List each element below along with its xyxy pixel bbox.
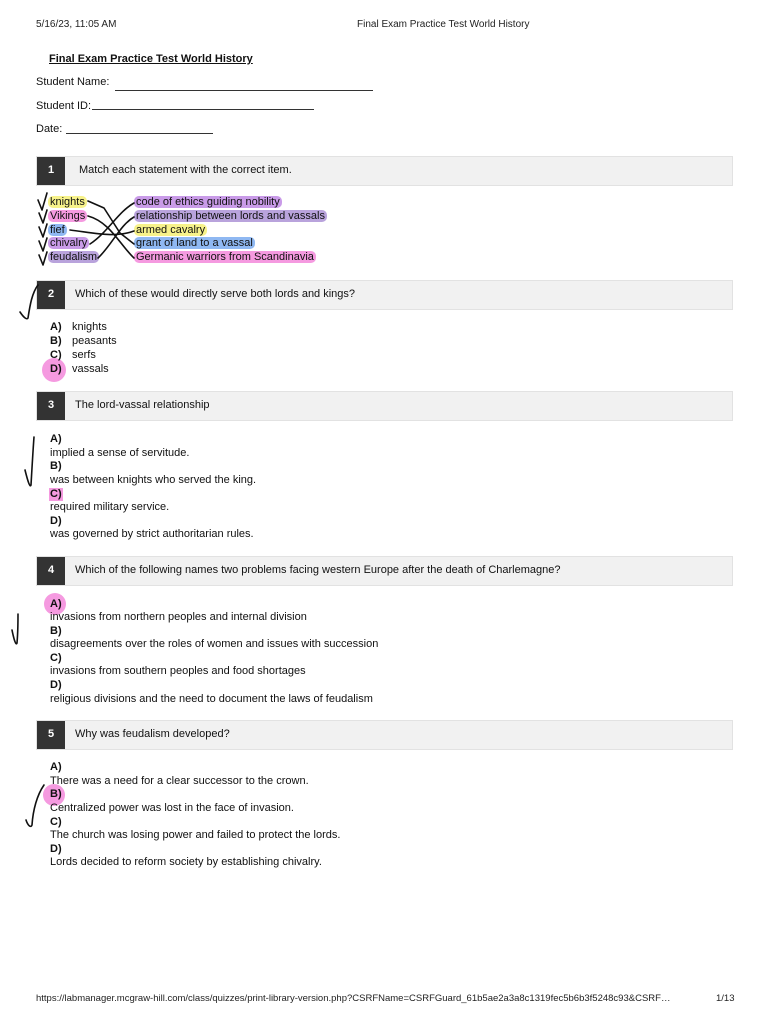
- question-number: 2: [37, 281, 65, 309]
- option-text: peasants: [72, 335, 117, 347]
- option-label[interactable]: C): [50, 816, 62, 828]
- option-text: Centralized power was lost in the face of invasion.: [50, 802, 294, 814]
- question-text: Which of the following names two problems facing western Europe after the death of Charlemagne?: [75, 564, 561, 576]
- option-label[interactable]: B): [50, 335, 62, 347]
- match-right-item[interactable]: relationship between lords and vassals: [136, 210, 325, 222]
- option-text: The church was losing power and failed to protect the lords.: [50, 829, 341, 841]
- option-label[interactable]: B): [50, 460, 62, 472]
- option-text: disagreements over the roles of women and issues with succession: [50, 638, 379, 650]
- check-mark-icon: [20, 285, 38, 319]
- check-mark-icon: [25, 437, 34, 486]
- option-text: was governed by strict authoritarian rules.: [50, 528, 254, 540]
- option-label[interactable]: D): [50, 843, 62, 855]
- option-text: Lords decided to reform society by establishing chivalry.: [50, 856, 322, 868]
- page-indicator: 1/13: [716, 993, 735, 1004]
- print-datetime: 5/16/23, 11:05 AM: [36, 19, 117, 30]
- option-text: vassals: [72, 363, 109, 375]
- option-label[interactable]: D): [50, 679, 62, 691]
- check-mark-icon: [39, 238, 47, 251]
- match-left-item[interactable]: feudalism: [50, 251, 98, 263]
- question-text: Why was feudalism developed?: [75, 728, 230, 740]
- question-text: The lord-vassal relationship: [75, 399, 210, 411]
- question-number: 5: [37, 721, 65, 749]
- check-mark-icon: [26, 785, 44, 826]
- check-mark-icon: [38, 193, 47, 210]
- option-label[interactable]: A): [50, 433, 62, 445]
- match-right-item[interactable]: code of ethics guiding nobility: [136, 196, 280, 208]
- option-text: invasions from southern peoples and food shortages: [50, 665, 306, 677]
- option-label[interactable]: A): [50, 321, 62, 333]
- option-label[interactable]: A): [50, 761, 62, 773]
- match-left-item[interactable]: knights: [50, 196, 85, 208]
- option-label[interactable]: D): [50, 515, 62, 527]
- option-text: required military service.: [50, 501, 170, 513]
- match-right-item[interactable]: Germanic warriors from Scandinavia: [136, 251, 314, 263]
- question-number: 1: [37, 157, 65, 185]
- option-text: implied a sense of servitude.: [50, 447, 190, 459]
- question-number: 4: [37, 557, 65, 585]
- option-text: There was a need for a clear successor to the crown.: [50, 775, 309, 787]
- option-text: religious divisions and the need to document the laws of feudalism: [50, 693, 373, 705]
- footer-url[interactable]: https://labmanager.mcgraw-hill.com/class/quizzes/print-library-version.php?CSRFName=CSRFGuard_61b5ae2a3a8c1319fec5b6b3f5248c93&CSRF…: [36, 993, 671, 1004]
- match-left-item[interactable]: Vikings: [50, 210, 86, 222]
- match-left-item[interactable]: fief: [50, 224, 65, 236]
- option-text: invasions from northern peoples and internal division: [50, 611, 307, 623]
- date-label: Date:: [36, 123, 63, 135]
- question-text: Match each statement with the correct item.: [79, 164, 292, 176]
- option-label[interactable]: C): [50, 349, 62, 361]
- option-label[interactable]: D): [50, 363, 62, 375]
- option-text: serfs: [72, 349, 96, 361]
- option-label[interactable]: C): [50, 488, 62, 500]
- check-mark-icon: [12, 614, 18, 644]
- page-title: Final Exam Practice Test World History: [49, 53, 253, 65]
- question-text: Which of these would directly serve both lords and kings?: [75, 288, 356, 300]
- check-mark-icon: [39, 224, 47, 237]
- match-right-item[interactable]: armed cavalry: [136, 224, 206, 236]
- student-id-label: Student ID:: [36, 100, 92, 112]
- option-text: was between knights who served the king.: [50, 474, 257, 486]
- question-number: 3: [37, 392, 65, 420]
- check-mark-icon: [39, 210, 47, 223]
- student-name-label: Student Name:: [36, 76, 110, 88]
- match-left-item[interactable]: chivalry: [50, 237, 88, 249]
- option-label[interactable]: A): [50, 598, 62, 610]
- match-right-item[interactable]: grant of land to a vassal: [136, 237, 253, 249]
- option-label[interactable]: C): [50, 652, 62, 664]
- option-label[interactable]: B): [50, 625, 62, 637]
- print-doc-title: Final Exam Practice Test World History: [357, 19, 530, 30]
- option-text: knights: [72, 321, 107, 333]
- check-mark-icon: [39, 252, 47, 265]
- option-label[interactable]: B): [50, 788, 62, 800]
